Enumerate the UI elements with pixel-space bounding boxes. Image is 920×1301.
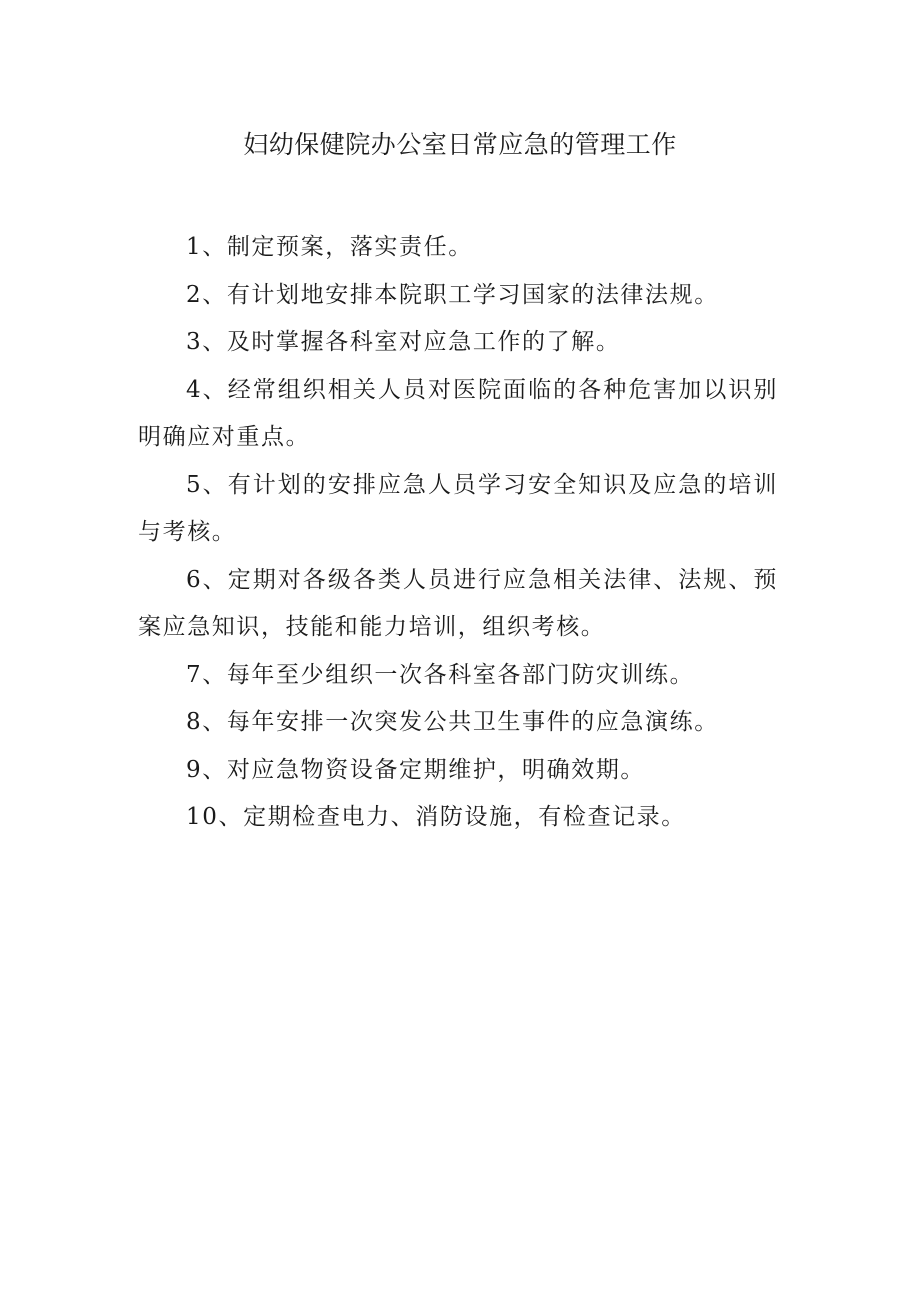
document-body <box>138 224 778 842</box>
list-item: 3、及时掌握各科室对应急工作的了解。 <box>186 329 621 355</box>
list-item: 6、定期对各级各类人员进行应急相关法律、法规、预案应急知识，技能和能力培训，组织考核。 <box>138 566 778 640</box>
list-item: 4、经常组织相关人员对医院面临的各种危害加以识别明确应对重点。 <box>138 376 778 450</box>
list-item: 7、每年至少组织一次各科室各部门防灾训练。 <box>186 661 695 688</box>
list-item: 2、有计划地安排本院职工学习国家的法律法规。 <box>186 281 719 308</box>
list-item: 5、有计划的安排应急人员学习安全知识及应急的培训与考核。 <box>138 471 778 545</box>
document-title: 妇幼保健院办公室日常应急的管理工作 <box>243 130 677 159</box>
list-item: 1、制定预案，落实责任。 <box>186 234 473 260</box>
list-item: 9、对应急物资设备定期维护，明确效期。 <box>186 756 646 783</box>
list-item: 10、定期检查电力、消防设施，有检查记录。 <box>186 804 686 830</box>
list-item: 8、每年安排一次突发公共卫生事件的应急演练。 <box>186 709 719 735</box>
